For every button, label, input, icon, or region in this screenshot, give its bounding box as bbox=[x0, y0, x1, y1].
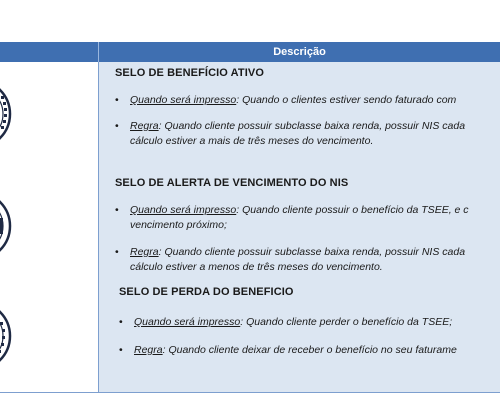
bullet-item bbox=[119, 342, 497, 358]
seal-active-icon bbox=[0, 78, 12, 150]
description-cell bbox=[99, 172, 500, 280]
bullet-continuation: vencimento próximo; bbox=[130, 219, 227, 231]
bullet-text: : Quando cliente possuir subclasse baixa renda, possuir NIS cada bbox=[158, 246, 466, 258]
row-title: SELO DE PERDA DO BENEFICIO bbox=[119, 286, 294, 298]
bullet-dot: • bbox=[115, 120, 119, 132]
row-title: SELO DE BENEFÍCIO ATIVO bbox=[115, 67, 264, 79]
table-row bbox=[0, 62, 500, 173]
bullet-item bbox=[119, 314, 497, 330]
seal-loss-icon bbox=[0, 300, 12, 372]
bullet-text: : Quando cliente possuir subclasse baixa renda, possuir NIS cada bbox=[158, 120, 466, 132]
bullet-label: Regra bbox=[130, 120, 159, 132]
table-row bbox=[0, 280, 500, 393]
bullet-dot: • bbox=[119, 316, 123, 328]
bullet-label: Regra bbox=[134, 344, 163, 356]
row-title: SELO DE ALERTA DE VENCIMENTO DO NIS bbox=[115, 177, 349, 189]
bullet-item bbox=[115, 118, 495, 134]
bullet-text: : Quando o clientes estiver sendo faturado com bbox=[236, 94, 457, 106]
bullet-label: Quando será impresso bbox=[130, 94, 237, 106]
seal-description-table bbox=[0, 42, 500, 400]
bullet-dot: • bbox=[115, 246, 119, 258]
bullet-label: Quando será impresso bbox=[130, 204, 237, 216]
bullet-continuation: cálculo estiver a mais de três meses do vencimento. bbox=[130, 135, 374, 147]
bullet-continuation: cálculo estiver a menos de três meses do vencimento. bbox=[130, 261, 383, 273]
seal-icon-cell bbox=[0, 172, 99, 280]
table-header-row bbox=[0, 42, 500, 63]
seal-icon-cell bbox=[0, 280, 99, 392]
bullet-text: : Quando cliente possuir o benefício da TSEE, e c bbox=[236, 204, 469, 216]
seal-icon-cell bbox=[0, 62, 99, 172]
bullet-label: Regra bbox=[130, 246, 159, 258]
description-cell bbox=[99, 62, 500, 172]
description-cell bbox=[99, 280, 500, 392]
bullet-text: : Quando cliente deixar de receber o benefício no seu faturame bbox=[162, 344, 457, 356]
bullet-item bbox=[115, 92, 495, 108]
bullet-label: Quando será impresso bbox=[134, 316, 241, 328]
bullet-text: : Quando cliente perder o benefício da TSEE; bbox=[240, 316, 453, 328]
header-description: Descrição bbox=[273, 46, 326, 58]
bullet-item bbox=[115, 202, 495, 218]
seal-alert-icon bbox=[0, 190, 12, 262]
bullet-dot: • bbox=[115, 204, 119, 216]
table-row bbox=[0, 172, 500, 281]
bullet-dot: • bbox=[115, 94, 119, 106]
bullet-dot: • bbox=[119, 344, 123, 356]
bullet-item bbox=[115, 244, 495, 260]
